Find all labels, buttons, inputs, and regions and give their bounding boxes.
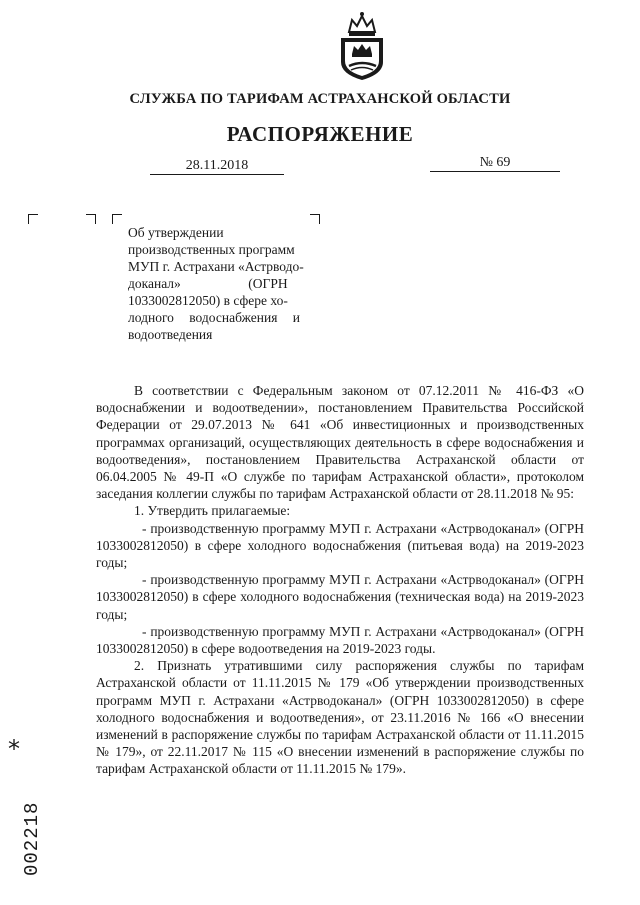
document-body	[96, 382, 584, 778]
subject-line: водоотведения	[128, 327, 213, 342]
registration-code: 002218	[21, 801, 43, 876]
clause-2-paragraph: 2. Признать утратившими силу распоряжения службы по тарифам Астраханской области от 11.11.2015 № 179 «Об утверждении производственных программ МУП г. Астрахани «Астрводоканал» (ОГРН 1033002812050) в сфере холодного водоснабжения и водоотведения», от 23.11.2016 № 166 «О внесении изменений в распоряжение службы по тарифам Астраханской области от 11.11.2015 № 179», от 22.11.2017 № 115 «О внесении изменений в распоряжение службы по тарифам Астраханской области от 11.11.2015 № 179».	[96, 658, 584, 777]
bracket-corner-left	[112, 214, 122, 224]
preamble-paragraph: В соответствии с Федеральным законом от 07.12.2011 № 416-ФЗ «О водоснабжении и водоотведении», постановлением Правительства Российской Федерации от 29.07.2013 № 641 «Об инвестиционных и производственных программах организаций, осуществляющих деятельность в сфере водоснабжения и водоотведения», постановлением Правительства Астраханской области от 06.04.2005 № 49-П «О службе по тарифам Астраханской области», протоколом заседания коллегии службы по тарифам Астраханской области от 28.11.2018 № 95:	[96, 383, 584, 502]
subject-line: лодного водоснабжения и	[128, 310, 301, 325]
organization-name: СЛУЖБА ПО ТАРИФАМ АСТРАХАНСКОЙ ОБЛАСТИ	[129, 91, 511, 107]
clause-1-item: - производственную программу МУП г. Астрахани «Астрводоканал» (ОГРН 1033002812050) в сфере холодного водоснабжения (питьевая вода) на 2019-2023 годы;	[96, 520, 584, 571]
document-type-title: РАСПОРЯЖЕНИЕ	[226, 122, 414, 146]
clause-1-item: - производственную программу МУП г. Астрахани «Астрводоканал» (ОГРН 1033002812050) в сфере водоотведения на 2019-2023 годы.	[96, 623, 584, 657]
bracket-corner-left	[28, 214, 38, 224]
stamp-asterisk: *	[8, 735, 20, 763]
clause-1-item: - производственную программу МУП г. Астрахани «Астрводоканал» (ОГРН 1033002812050) в сфере холодного водоснабжения (техническая вода) на 2019-2023 годы;	[96, 572, 584, 622]
coat-of-arms-icon	[335, 10, 389, 82]
subject-line: Об утверждении	[128, 225, 224, 240]
subject-line: доканал» (ОГРН	[128, 276, 288, 291]
registration-stamp	[6, 738, 43, 888]
subject-line: 1033002812050) в сфере хо-	[128, 293, 288, 308]
document-number: № 69	[430, 155, 560, 172]
subject-line: производственных программ	[128, 242, 295, 257]
document-subject	[128, 224, 316, 343]
subject-line: МУП г. Астрахани «Астрводо-	[128, 259, 304, 274]
clause-1-heading: 1. Утвердить прилагаемые:	[134, 503, 291, 519]
bracket-corner-right	[310, 214, 320, 224]
bracket-corner-right	[86, 214, 96, 224]
document-date: 28.11.2018	[150, 158, 284, 175]
